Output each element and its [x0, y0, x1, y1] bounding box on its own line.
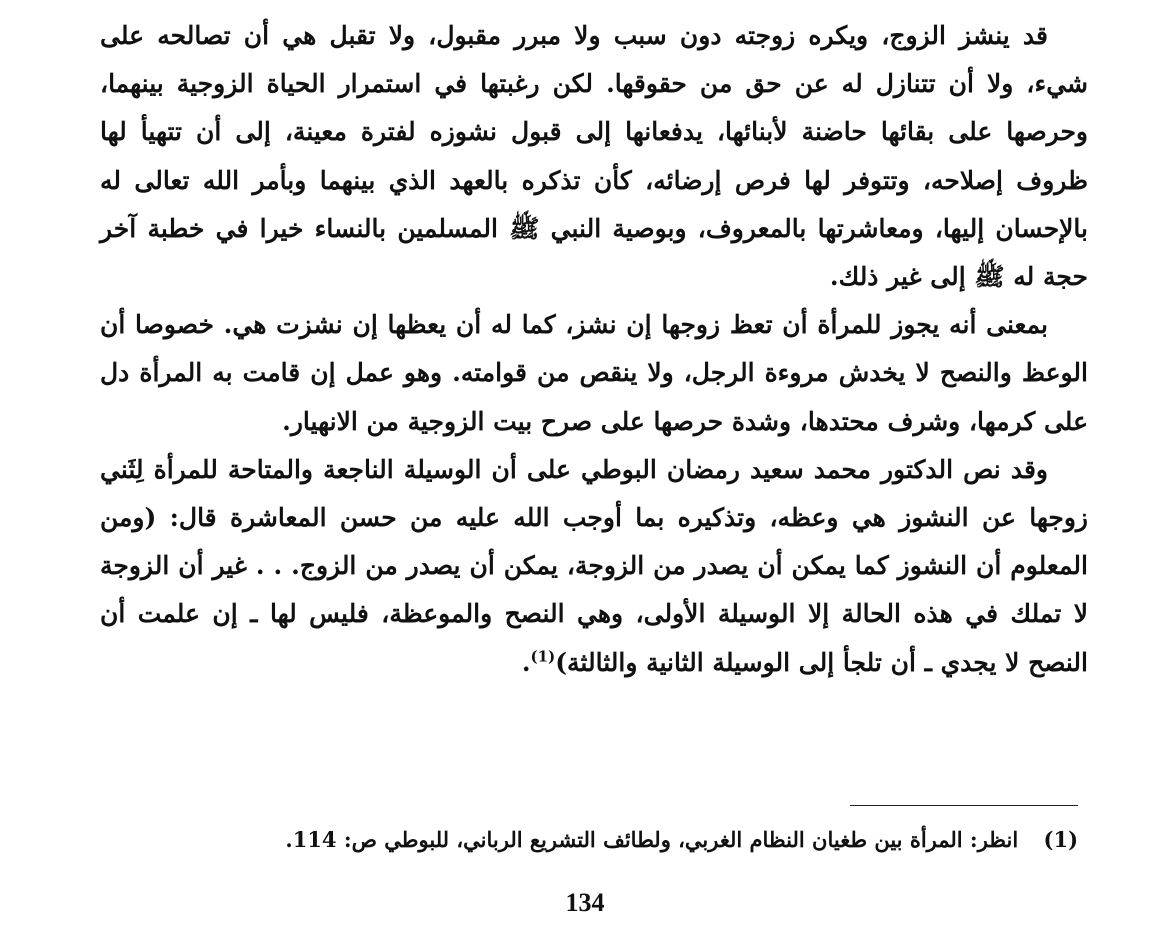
- footnote-text: انظر: المرأة بين طغيان النظام الغربي، ولطائف التشريع الرباني، للبوطي ص: 114.: [285, 827, 1019, 852]
- paragraph-2: بمعنى أنه يجوز للمرأة أن تعظ زوجها إن نشز، كما له أن يعظها إن نشزت هي. خصوصا أن الوعظ والنصح لا يخدش مروءة الرجل، ولا ينقص من قوامته. وهو عمل إن قامت به المرأة دل على كرمها، وشرف محتدها، وشدة حرصها على صرح بيت الزوجية من الانهيار.: [100, 310, 1088, 436]
- footnote: [100, 823, 1078, 857]
- paragraph-3: [100, 446, 1088, 687]
- footnote-reference[interactable]: (1): [530, 647, 556, 666]
- paragraph-3-text: وقد نص الدكتور محمد سعيد رمضان البوطي على أن الوسيلة الناجعة والمتاحة للمرأة لِثَني زوجها عن النشوز هي وعظه، وتذكيره بما أوجب الله عليه من حسن المعاشرة قال: (ومن المعلوم أن النشوز كما يمكن أن يصدر من الزوجة، يمكن أن يصدر من الزوج. . . غير أن الزوجة لا تملك في هذه الحالة إلا الوسيلة الأولى، وهي النصح والموعظة، فليس لها ـ إن علمت أن النصح لا يجدي ـ أن تلجأ إلى الوسيلة الثانية والثالثة): [100, 454, 1088, 677]
- paragraph-3-end: .: [521, 647, 531, 677]
- main-text: [100, 12, 1088, 687]
- paragraph-1: قد ينشز الزوج، ويكره زوجته دون سبب ولا مبرر مقبول، ولا تقبل هي أن تصالحه على شيء، ولا أن تتنازل له عن حق من حقوقها. لكن رغبتها في استمرار الحياة الزوجية بينهما، وحرصها على بقائها حاضنة لأبنائها، يدفعانها إلى قبول نشوزه لفترة معينة، إلى أن تتهيأ لها ظروف إصلاحه، وتتوفر لها فرص إرضائه، كأن تذكره بالعهد الذي بينهما وبأمر الله تعالى له بالإحسان إليها، ومعاشرتها بالمعروف، وبوصية النبي ﷺ المسلمين بالنساء خيرا في خطبة آخر حجة له ﷺ إلى غير ذلك.: [100, 21, 1088, 292]
- footnote-number: (1): [1043, 827, 1078, 852]
- footnote-divider: [850, 805, 1078, 806]
- page-number: 134: [565, 888, 605, 917]
